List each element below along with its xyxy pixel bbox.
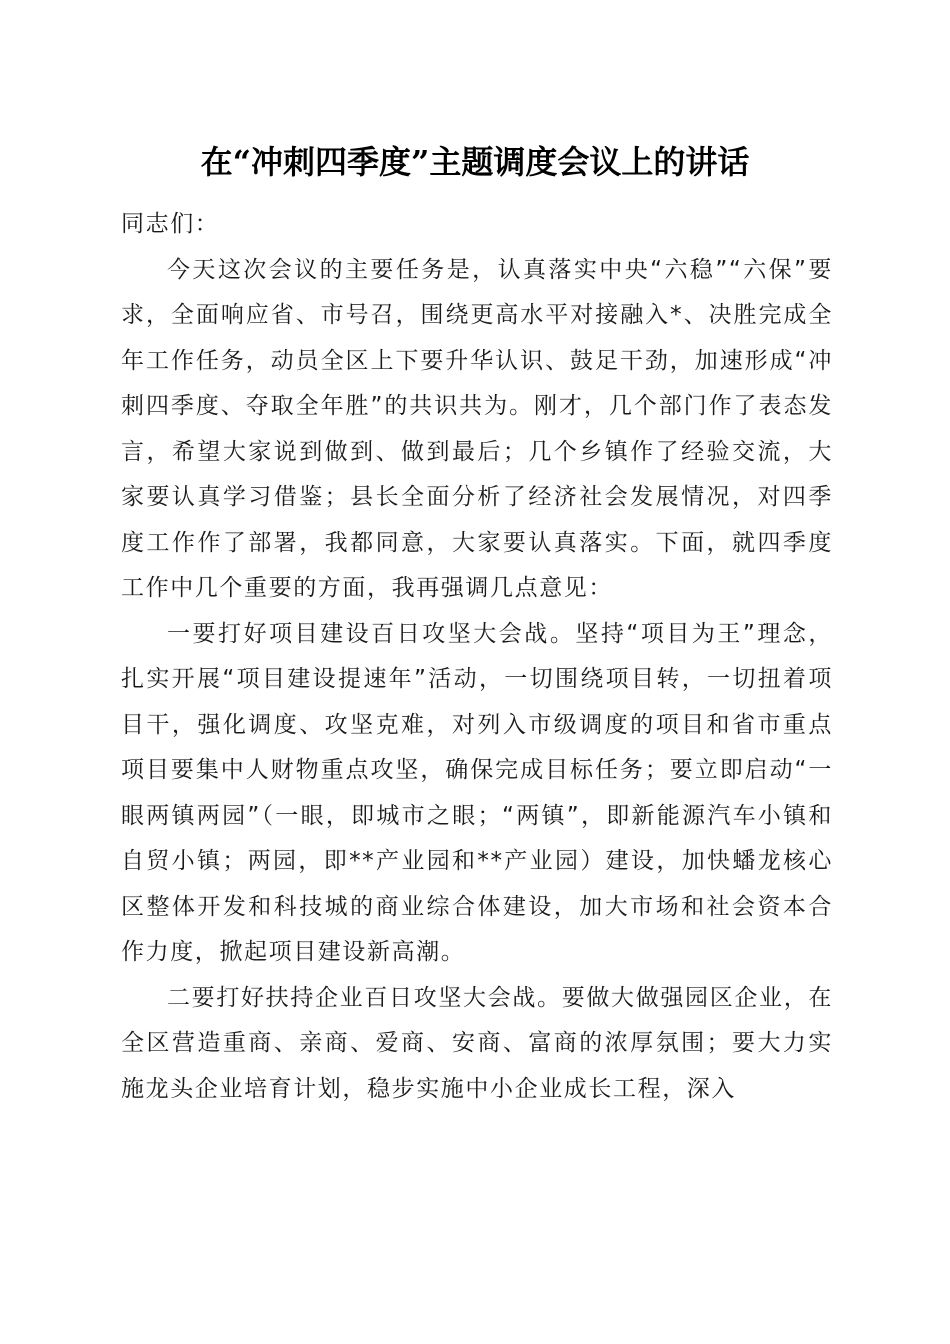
document-title: 在“冲刺四季度”主题调度会议上的讲话 bbox=[200, 143, 750, 181]
paragraph-intro: 今天这次会议的主要任务是，认真落实中央“六稳”“六保”要求，全面响应省、市号召，围绕更高水平对接融入*、决胜完成全年工作任务，动员全区上下要升华认识、鼓足干劲，加速形成“冲刺四季度、夺取全年胜”的共识共为。刚才，几个部门作了表态发言，希望大家说到做到、做到最后；几个乡镇作了经验交流，大家要认真学习借鉴；县长全面分析了经济社会发展情况，对四季度工作作了部署，我都同意，大家要认真落实。下面，就四季度工作中几个重要的方面，我再强调几点意见： bbox=[121, 256, 833, 601]
document-body bbox=[121, 202, 833, 1112]
salutation: 同志们： bbox=[121, 211, 220, 237]
paragraph-enterprise-support: 二要打好扶持企业百日攻坚大会战。要做大做强园区企业，在全区营造重商、亲商、爱商、安商、富商的浓厚氛围；要大力实施龙头企业培育计划，稳步实施中小企业成长工程，深入 bbox=[121, 984, 833, 1102]
paragraph-project-construction: 一要打好项目建设百日攻坚大会战。坚持“项目为王”理念，扎实开展“项目建设提速年”活动，一切围绕项目转，一切扭着项目干，强化调度、攻坚克难，对列入市级调度的项目和省市重点项目要集中人财物重点攻坚，确保完成目标任务；要立即启动“一眼两镇两园”（一眼，即城市之眼；“两镇”，即新能源汽车小镇和自贸小镇；两园，即**产业园和**产业园）建设，加快蟠龙核心区整体开发和科技城的商业综合体建设，加大市场和社会资本合作力度，掀起项目建设新高潮。 bbox=[121, 620, 833, 965]
